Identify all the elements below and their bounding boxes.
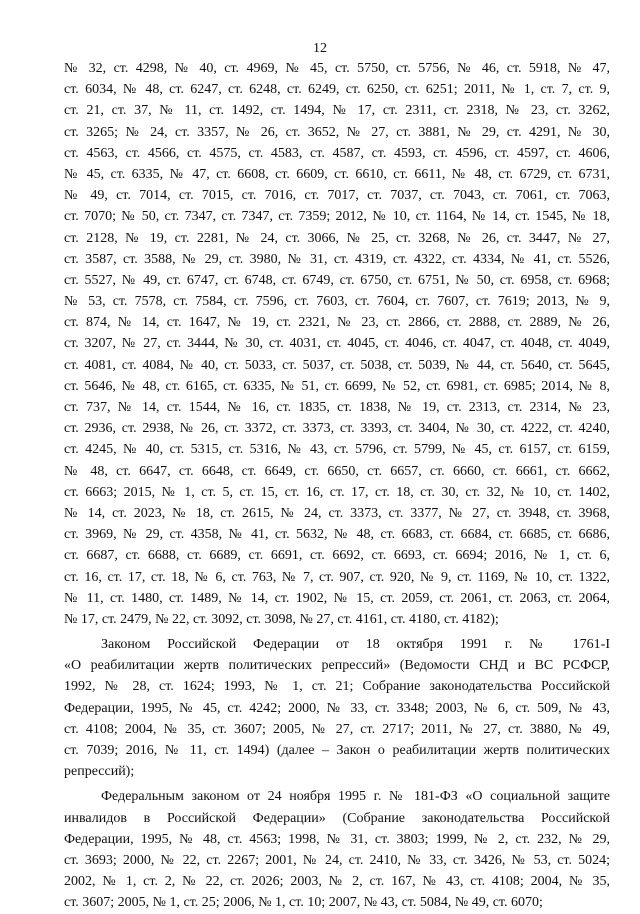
text-line: ст. 3587, ст. 3588, № 29, ст. 3980, № 31, ст. 4319, ст. 4322, ст. 4334, № 41, ст. 5526, — [64, 251, 610, 267]
text-line: ст. 7039; 2016, № 11, ст. 1494) (далее – Закон о реабилитации жертв политических — [64, 743, 610, 758]
text-line: № 14, ст. 2023, № 18, ст. 2615, № 24, ст. 3373, ст. 3377, № 27, ст. 3948, ст. 3968, — [64, 505, 610, 521]
text-line: ст. 3265; № 24, ст. 3357, № 26, ст. 3652, № 27, ст. 3881, № 29, ст. 4291, № 30, — [64, 124, 610, 140]
text-line: ст. 3693; 2000, № 22, ст. 2267; 2001, № 24, ст. 2410, № 33, ст. 3426, № 53, ст. 5024; — [64, 852, 610, 868]
text-line: Федеральным законом от 24 ноября 1995 г. № 181-ФЗ «О социальной защите — [101, 789, 610, 805]
text-line: ст. 4081, ст. 4084, № 40, ст. 5033, ст. 5037, ст. 5038, ст. 5039, № 44, ст. 5640, ст. 5645, — [64, 357, 610, 373]
text-line: ст. 874, № 14, ст. 1647, № 19, ст. 2321, № 23, ст. 2866, ст. 2888, ст. 2889, № 26, — [64, 315, 610, 331]
text-line: ст. 7070; № 50, ст. 7347, ст. 7347, ст. 7359; 2012, № 10, ст. 1164, № 14, ст. 1545, № 18, — [64, 209, 610, 225]
text-line: № 32, ст. 4298, № 40, ст. 4969, № 45, ст. 5750, ст. 5756, № 46, ст. 5918, № 47, — [64, 61, 610, 76]
text-line: № 45, ст. 6335, № 47, ст. 6608, ст. 6609, ст. 6610, ст. 6611, № 48, ст. 6729, ст. 6731, — [64, 166, 610, 182]
text-line: Федерации, 1995, № 48, ст. 4563; 1998, № 31, ст. 3803; 1999, № 2, ст. 232, № 29, — [64, 831, 610, 847]
text-line: ст. 3207, № 27, ст. 3444, № 30, ст. 4031, ст. 4045, ст. 4046, ст. 4047, ст. 4048, ст. 4049, — [64, 336, 610, 352]
text-line: № 48, ст. 6647, ст. 6648, ст. 6649, ст. 6650, ст. 6657, ст. 6660, ст. 6661, ст. 6662, — [64, 463, 610, 479]
text-line: ст. 16, ст. 17, ст. 18, № 6, ст. 763, № 7, ст. 907, ст. 920, № 9, ст. 1169, № 10, ст. 1322, — [64, 569, 610, 585]
text-line: ст. 4245, № 40, ст. 5315, ст. 5316, № 43, ст. 5796, ст. 5799, № 45, ст. 6157, ст. 6159, — [64, 442, 610, 458]
text-line: ст. 3969, № 29, ст. 4358, № 41, ст. 5632, № 48, ст. 6683, ст. 6684, ст. 6685, ст. 6686, — [64, 527, 610, 543]
text-line: ст. 4563, ст. 4566, ст. 4575, ст. 4583, ст. 4587, ст. 4593, ст. 4596, ст. 4597, ст. 4606, — [64, 145, 610, 161]
text-line: № 49, ст. 7014, ст. 7015, ст. 7016, ст. 7017, ст. 7037, ст. 7043, ст. 7061, ст. 7063, — [64, 188, 610, 204]
text-line: ст. 6034, № 48, ст. 6247, ст. 6248, ст. 6249, ст. 6250, ст. 6251; 2011, № 1, ст. 7, ст. 9, — [64, 82, 610, 98]
text-line: ст. 4108; 2004, № 35, ст. 3607; 2005, № 27, ст. 2717; 2011, № 27, ст. 3880, № 49, — [64, 721, 610, 737]
text-line: ст. 6687, ст. 6688, ст. 6689, ст. 6691, ст. 6692, ст. 6693, ст. 6694; 2016, № 1, ст. 6, — [64, 548, 610, 564]
paragraph-p3 — [64, 786, 610, 913]
paragraph-p2 — [64, 634, 610, 782]
page-number: 12 — [313, 41, 327, 56]
text-line: № 11, ст. 1480, ст. 1489, № 14, ст. 1902, № 15, ст. 2059, ст. 2061, ст. 2063, ст. 2064, — [64, 590, 610, 606]
text-line: ст. 21, ст. 37, № 11, ст. 1492, ст. 1494, № 17, ст. 2311, ст. 2318, № 23, ст. 3262, — [64, 103, 610, 119]
text-line: 1992, № 28, ст. 1624; 1993, № 1, ст. 21; Собрание законодательства Российской — [64, 679, 610, 695]
text-line: инвалидов в Российской Федерации» (Собрание законодательства Российской — [64, 810, 610, 826]
text-line: ст. 5646, № 48, ст. 6165, ст. 6335, № 51, ст. 6699, № 52, ст. 6981, ст. 6985; 2014, № 8, — [64, 378, 610, 394]
text-line: 2002, № 1, ст. 2, № 22, ст. 2026; 2003, № 2, ст. 167, № 43, ст. 4108; 2004, № 35, — [64, 874, 610, 890]
text-line: ст. 6663; 2015, № 1, ст. 5, ст. 15, ст. 16, ст. 17, ст. 18, ст. 30, ст. 32, № 10, ст. 1402, — [64, 484, 610, 500]
text-line: ст. 737, № 14, ст. 1544, № 16, ст. 1835, ст. 1838, № 19, ст. 2313, ст. 2314, № 23, — [64, 400, 610, 415]
text-line: ст. 5527, № 49, ст. 6747, ст. 6748, ст. 6749, ст. 6750, ст. 6751, № 50, ст. 6958, ст. 6968; — [64, 272, 610, 288]
text-line: № 53, ст. 7578, ст. 7584, ст. 7596, ст. 7603, ст. 7604, ст. 7607, ст. 7619; 2013, № 9, — [64, 294, 610, 310]
text-line: Федерации, 1995, № 45, ст. 4242; 2000, № 33, ст. 3348; 2003, № 6, ст. 509, № 43, — [64, 700, 610, 716]
text-line: репрессий); — [64, 764, 135, 780]
text-line: ст. 2936, ст. 2938, № 26, ст. 3372, ст. 3373, ст. 3393, ст. 3404, № 30, ст. 4222, ст. 4240, — [64, 421, 610, 437]
text-line: № 17, ст. 2479, № 22, ст. 3092, ст. 3098, № 27, ст. 4161, ст. 4180, ст. 4182); — [64, 611, 499, 627]
text-line: Законом Российской Федерации от 18 октября 1991 г. № 1761-I — [101, 637, 610, 653]
paragraph-p1 — [64, 58, 610, 630]
text-line: «О реабилитации жертв политических репрессий» (Ведомости СНД и ВС РСФСР, — [64, 658, 610, 674]
document-body — [64, 58, 610, 914]
text-line: ст. 2128, № 19, ст. 2281, № 24, ст. 3066, № 25, ст. 3268, № 26, ст. 3447, № 27, — [64, 230, 610, 246]
text-line: ст. 3607; 2005, № 1, ст. 25; 2006, № 1, ст. 10; 2007, № 43, ст. 5084, № 49, ст. 6070; — [64, 895, 543, 911]
